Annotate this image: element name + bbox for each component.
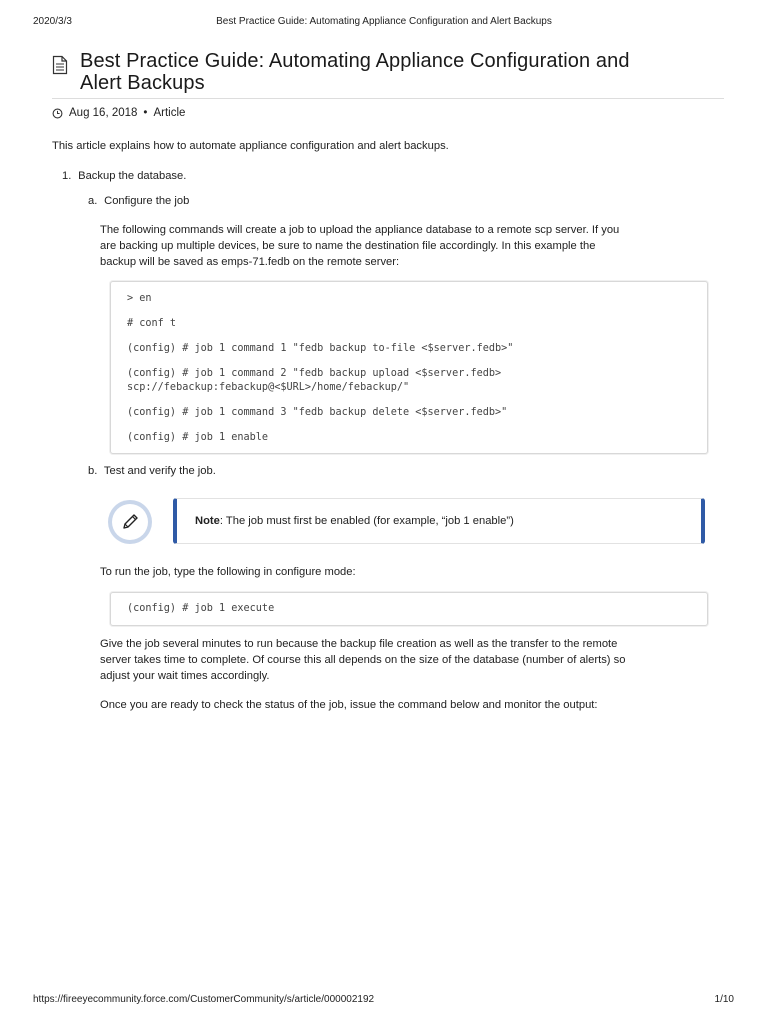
title-divider (52, 98, 724, 99)
paragraph-line: Once you are ready to check the status of the job, issue the command below and monitor the output: (100, 699, 598, 711)
article-meta (52, 106, 724, 120)
print-title: Best Practice Guide: Automating Appliance Configuration and Alert Backups (216, 16, 552, 27)
note-label: Note (195, 515, 220, 527)
sub-label: Test and verify the job. (103, 465, 216, 477)
title-line-2: Alert Backups (80, 72, 205, 94)
code-line: > en (127, 293, 152, 304)
note-icon-inner (112, 504, 148, 540)
code-block-config (110, 281, 708, 454)
document-icon (52, 55, 68, 75)
code-line: scp://febackup:febackup@<$URL>/home/febackup/" (127, 382, 410, 393)
title-row (52, 50, 724, 94)
note-callout (108, 498, 708, 548)
sub-label: Configure the job (104, 195, 190, 207)
code-line: (config) # job 1 command 1 "fedb backup to-file <$server.fedb>" (127, 343, 514, 354)
paragraph-line: To run the job, type the following in configure mode: (100, 566, 356, 578)
article-date: Aug 16, 2018 (69, 107, 138, 119)
page-title (80, 50, 724, 94)
meta-separator: • (143, 107, 148, 119)
paragraph-line: adjust your wait times accordingly. (100, 670, 270, 682)
list-item-sub-b (88, 465, 216, 477)
article-type: Article (153, 107, 186, 119)
print-date: 2020/3/3 (33, 16, 72, 27)
note-icon-circle (108, 500, 152, 544)
code-block-execute (110, 592, 708, 626)
title-line-1: Best Practice Guide: Automating Appliance Configuration and (80, 50, 630, 72)
step-number: 1. (62, 170, 72, 182)
wait-paragraph (100, 636, 708, 684)
list-item-step-1 (62, 170, 186, 182)
code-line: (config) # job 1 command 2 "fedb backup upload <$server.fedb> (127, 368, 502, 379)
code-line: (config) # job 1 execute (127, 603, 275, 614)
note-box (173, 498, 705, 544)
pencil-icon (119, 511, 141, 533)
sub-number: b. (88, 465, 98, 477)
clock-icon (52, 108, 63, 119)
code-line: (config) # job 1 enable (127, 432, 269, 443)
paragraph-line: are backing up multiple devices, be sure to name the destination file accordingly. In this example the (100, 240, 596, 252)
status-paragraph (100, 697, 708, 713)
paragraph-line: Give the job several minutes to run because the backup file creation as well as the transfer to the remote (100, 638, 618, 650)
step-label: Backup the database. (78, 170, 187, 182)
note-text: : The job must first be enabled (for example, “job 1 enable”) (219, 515, 514, 527)
article (52, 50, 724, 154)
list-item-sub-a (88, 195, 189, 207)
intro-text: This article explains how to automate appliance configuration and alert backups. (52, 140, 449, 152)
code-line: (config) # job 1 command 3 "fedb backup delete <$server.fedb>" (127, 407, 508, 418)
run-paragraph (100, 564, 708, 580)
paragraph-line: server takes time to complete. Of course this all depends on the size of the database (number of alerts) so (100, 654, 626, 666)
sub-number: a. (88, 195, 98, 207)
code-line: # conf t (127, 318, 177, 329)
paragraph-line: backup will be saved as emps-71.fedb on the remote server: (100, 256, 400, 268)
page-number: 1/10 (714, 994, 734, 1005)
print-header (0, 16, 768, 30)
footer-url[interactable]: https://fireeyecommunity.force.com/CustomerCommunity/s/article/000002192 (33, 994, 375, 1005)
paragraph-line: The following commands will create a job to upload the appliance database to a remote scp server. If you (100, 224, 620, 236)
configure-paragraph (100, 222, 708, 270)
